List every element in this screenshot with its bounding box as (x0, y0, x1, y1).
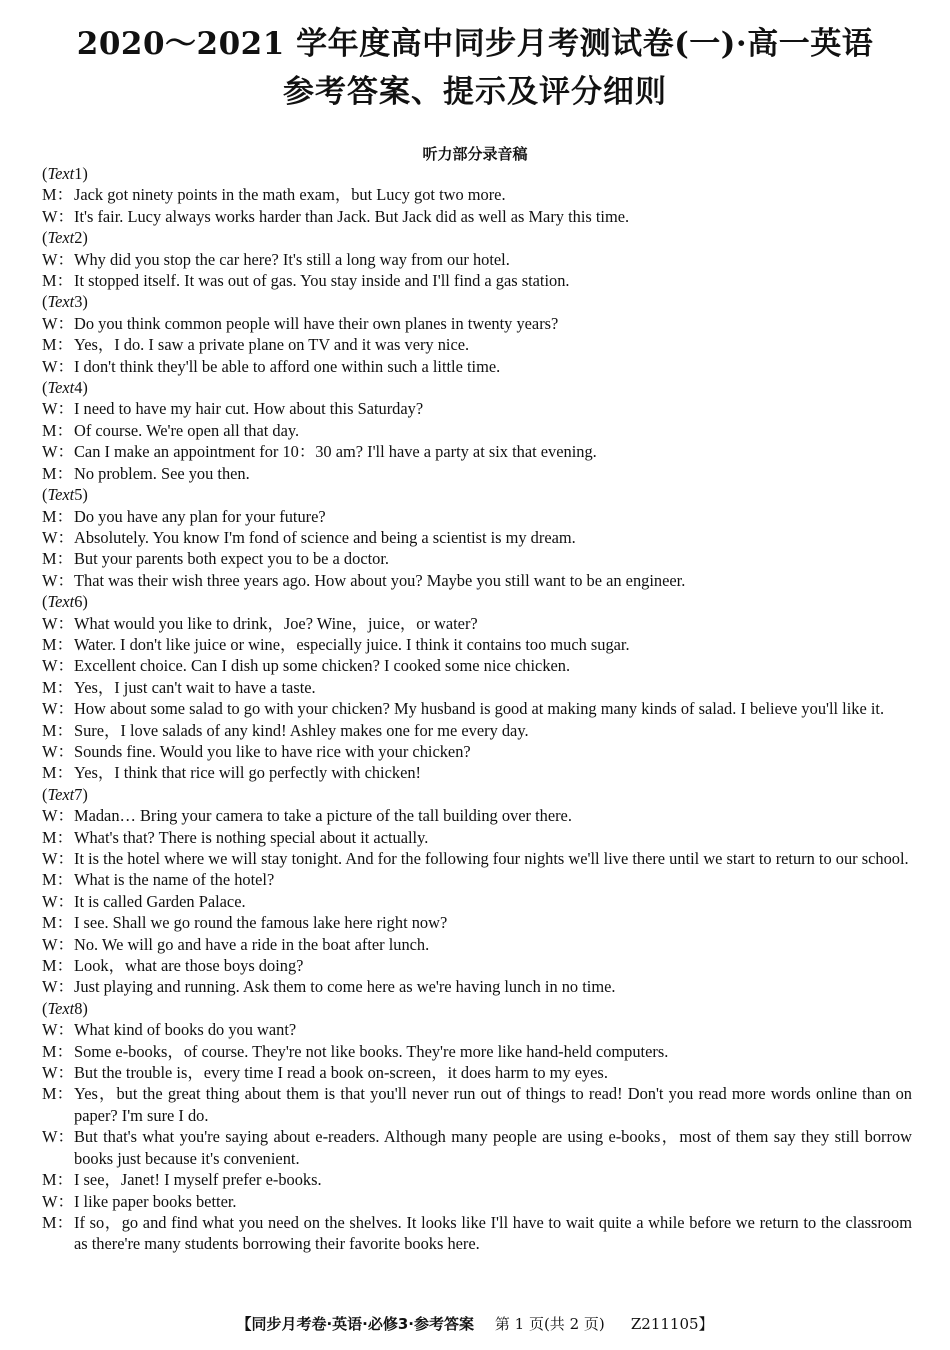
speaker-label: M： (42, 763, 73, 783)
dialogue-line (42, 976, 912, 997)
text-label: Text (47, 485, 75, 505)
utterance-text: Can I make an appointment for 10：30 am? I'll have a party at six that evening. (74, 442, 597, 462)
listening-transcript (42, 163, 912, 1255)
utterance-text: But the trouble is，every time I read a book on-screen，it does harm to my eyes. (74, 1063, 608, 1083)
dialogue-line (42, 441, 912, 462)
text-number: 3) (74, 292, 88, 312)
utterance-text: Do you have any plan for your future? (74, 506, 326, 526)
speaker-label: M： (42, 956, 73, 976)
speaker-label: M： (42, 720, 73, 740)
speaker-label: M： (42, 463, 73, 483)
page-footer (0, 1313, 950, 1334)
utterance-text: But your parents both expect you to be a doctor. (74, 549, 389, 569)
utterance-text: I see，Janet! I myself prefer e-books. (74, 1170, 322, 1190)
dialogue-line (42, 655, 912, 676)
footer-code: Z211105】 (630, 1315, 714, 1333)
utterance-text: Yes，but the great thing about them is that you'll never run out of things to read! Don't you read more words online than on paper? I'm sure I do. (74, 1084, 912, 1125)
text-number: 8) (74, 998, 88, 1018)
utterance-text: I don't think they'll be able to afford one within such a little time. (74, 356, 501, 376)
utterance-text: Yes，I think that rice will go perfectly with chicken! (74, 763, 422, 783)
dialogue-line (42, 1041, 912, 1062)
dialogue-line (42, 891, 912, 912)
utterance-text: What would you like to drink，Joe? Wine，juice，or water? (74, 613, 478, 633)
footer-page-number: 第 1 页(共 2 页) (494, 1315, 605, 1333)
utterance-text: Some e-books，of course. They're not like books. They're more like hand-held computers. (74, 1041, 669, 1061)
utterance-text: It is called Garden Palace. (74, 891, 246, 911)
speaker-label: M： (42, 506, 73, 526)
dialogue-line (42, 570, 912, 591)
utterance-text: No. We will go and have a ride in the boat after lunch. (74, 934, 430, 954)
speaker-label: W： (42, 570, 74, 590)
speaker-label: W： (42, 442, 74, 462)
text-label: Text (47, 998, 75, 1018)
text-number: 4) (74, 378, 88, 398)
dialogue-line (42, 1019, 912, 1040)
utterance-text: Do you think common people will have their own planes in twenty years? (74, 313, 559, 333)
dialogue-line (42, 1169, 912, 1190)
speaker-label: W： (42, 977, 74, 997)
dialogue-line (42, 527, 912, 548)
utterance-text: Look，what are those boys doing? (74, 956, 304, 976)
paren: ( (42, 292, 48, 312)
utterance-text: No problem. See you then. (74, 463, 250, 483)
speaker-label: W： (42, 934, 74, 954)
document-title: 2020～2021 学年度高中同步月考测试卷(一)·高一英语 (76, 26, 874, 62)
text-number: 2) (74, 228, 88, 248)
speaker-label: M： (42, 870, 73, 890)
speaker-label: W： (42, 849, 74, 868)
speaker-label: W： (42, 356, 74, 376)
dialogue-line (42, 613, 912, 634)
dialogue-line (42, 249, 912, 270)
speaker-label: W： (42, 656, 74, 676)
dialogue-line (42, 334, 912, 355)
dialogue-line (42, 677, 912, 698)
utterance-text: It is the hotel where we will stay tonight. And for the following four nights we'll live there until we start to return to our school. (74, 849, 909, 868)
dialogue-line (42, 548, 912, 569)
dialogue-line (42, 827, 912, 848)
speaker-label: W： (42, 249, 74, 269)
dialogue-line (42, 1083, 912, 1126)
speaker-label: M： (42, 1170, 73, 1190)
dialogue-line (42, 698, 912, 719)
utterance-text: Sounds fine. Would you like to have rice with your chicken? (74, 741, 471, 761)
dialogue-line (42, 1212, 912, 1255)
text-number: 7) (74, 784, 88, 804)
text-label: Text (47, 164, 75, 183)
speaker-label: W： (42, 1020, 74, 1040)
text-heading (42, 484, 912, 505)
utterance-text: But that's what you're saying about e-readers. Although many people are using e-books，most of them say they still borrow books just because it's convenient. (74, 1127, 912, 1168)
paren: ( (42, 164, 48, 183)
utterance-text: Yes，I do. I saw a private plane on TV and it was very nice. (74, 335, 470, 355)
utterance-text: What's that? There is nothing special about it actually. (74, 827, 429, 847)
utterance-text: Just playing and running. Ask them to come here as we're having lunch in no time. (74, 977, 616, 997)
speaker-label: M： (42, 420, 73, 440)
dialogue-line (42, 270, 912, 291)
text-number: 5) (74, 485, 88, 505)
speaker-label: M： (42, 827, 73, 847)
section-title: 听力部分录音稿 (422, 145, 528, 163)
speaker-label: W： (42, 399, 74, 419)
dialogue-line (42, 634, 912, 655)
speaker-label: M： (42, 1212, 73, 1232)
dialogue-line (42, 463, 912, 484)
speaker-label: M： (42, 185, 73, 205)
text-label: Text (47, 292, 75, 312)
utterance-text: Why did you stop the car here? It's still a long way from our hotel. (74, 249, 510, 269)
utterance-text: Jack got ninety points in the math exam，but Lucy got two more. (74, 185, 506, 205)
text-heading (42, 998, 912, 1019)
speaker-label: W： (42, 313, 74, 333)
dialogue-line (42, 398, 912, 419)
text-label: Text (47, 592, 75, 612)
speaker-label: M： (42, 1084, 73, 1104)
utterance-text: Sure，I love salads of any kind! Ashley makes one for me every day. (74, 720, 529, 740)
utterance-text: That was their wish three years ago. How about you? Maybe you still want to be an engineer. (74, 570, 686, 590)
utterance-text: I see. Shall we go round the famous lake here right now? (74, 913, 448, 933)
utterance-text: I like paper books better. (74, 1191, 237, 1211)
speaker-label: W： (42, 699, 74, 719)
dialogue-line (42, 805, 912, 826)
speaker-label: W： (42, 1063, 74, 1083)
text-label: Text (47, 378, 75, 398)
speaker-label: M： (42, 913, 73, 933)
speaker-label: M： (42, 677, 73, 697)
dialogue-line (42, 869, 912, 890)
dialogue-line (42, 912, 912, 933)
utterance-text: What is the name of the hotel? (74, 870, 275, 890)
speaker-label: W： (42, 613, 74, 633)
paren: ( (42, 228, 48, 248)
speaker-label: W： (42, 891, 74, 911)
speaker-label: W： (42, 206, 74, 226)
utterance-text: If so，go and find what you need on the shelves. It looks like I'll have to wait quite a while before we return to the classroom as there're many students borrowing their favorite books here. (74, 1212, 912, 1254)
speaker-label: W： (42, 741, 74, 761)
speaker-label: M： (42, 1041, 73, 1061)
paren: ( (42, 485, 48, 505)
dialogue-line (42, 720, 912, 741)
paren: ( (42, 592, 48, 612)
dialogue-line (42, 1126, 912, 1169)
utterance-text: Yes，I just can't wait to have a taste. (74, 677, 316, 697)
dialogue-line (42, 848, 912, 869)
speaker-label: M： (42, 335, 73, 355)
dialogue-line (42, 741, 912, 762)
text-heading (42, 227, 912, 248)
utterance-text: Water. I don't like juice or wine，especially juice. I think it contains too much sugar. (74, 634, 630, 654)
utterance-text: Madan… Bring your camera to take a picture of the tall building over there. (74, 806, 572, 826)
text-label: Text (47, 228, 75, 248)
paren: ( (42, 784, 48, 804)
speaker-label: M： (42, 549, 73, 569)
dialogue-line (42, 1191, 912, 1212)
utterance-text: Excellent choice. Can I dish up some chicken? I cooked some nice chicken. (74, 656, 571, 676)
utterance-text: Of course. We're open all that day. (74, 420, 300, 440)
speaker-label: M： (42, 634, 73, 654)
dialogue-line (42, 955, 912, 976)
speaker-label: W： (42, 527, 74, 547)
text-heading (42, 377, 912, 398)
text-heading (42, 291, 912, 312)
utterance-text: It's fair. Lucy always works harder than Jack. But Jack did as well as Mary this time. (74, 206, 630, 226)
speaker-label: W： (42, 1127, 74, 1147)
dialogue-line (42, 356, 912, 377)
utterance-text: Absolutely. You know I'm fond of science and being a scientist is my dream. (74, 527, 576, 547)
dialogue-line (42, 184, 912, 205)
paren: ( (42, 998, 48, 1018)
utterance-text: How about some salad to go with your chicken? My husband is good at making many kinds of salad. I believe you'll like it. (74, 699, 885, 719)
dialogue-line (42, 420, 912, 441)
text-heading (42, 591, 912, 612)
text-heading (42, 784, 912, 805)
paren: ( (42, 378, 48, 398)
dialogue-line (42, 934, 912, 955)
text-heading (42, 163, 912, 184)
speaker-label: M： (42, 271, 73, 291)
footer-course: 【同步月考卷·英语·必修3·参考答案 (236, 1315, 474, 1333)
utterance-text: It stopped itself. It was out of gas. You stay inside and I'll find a gas station. (74, 271, 570, 291)
dialogue-line (42, 506, 912, 527)
speaker-label: W： (42, 1191, 74, 1211)
text-number: 1) (74, 164, 88, 183)
utterance-text: I need to have my hair cut. How about this Saturday? (74, 399, 424, 419)
dialogue-line (42, 206, 912, 227)
speaker-label: W： (42, 806, 74, 826)
dialogue-line (42, 313, 912, 334)
text-number: 6) (74, 592, 88, 612)
dialogue-line (42, 1062, 912, 1083)
text-label: Text (47, 784, 75, 804)
utterance-text: What kind of books do you want? (74, 1020, 297, 1040)
dialogue-line (42, 762, 912, 783)
document-subtitle: 参考答案、提示及评分细则 (283, 74, 667, 110)
